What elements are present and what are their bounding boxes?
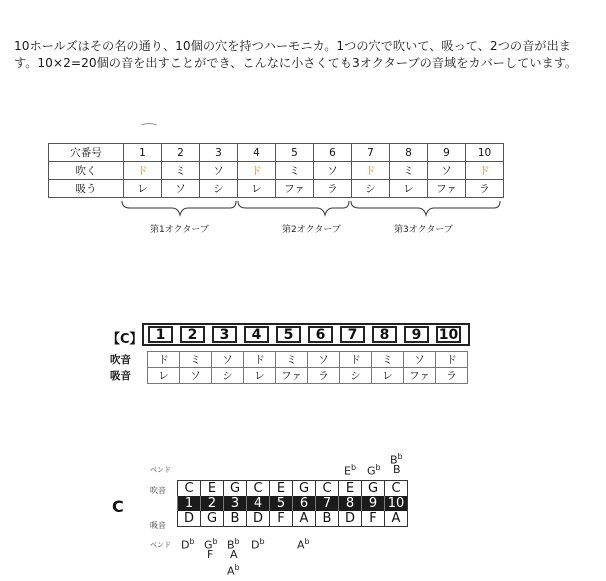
draw-cell: シ [212,368,244,384]
blow-cell: C [316,481,339,497]
blow-cell: ド [436,352,468,368]
draw-cell: ラ [314,180,352,198]
intro-paragraph: 10ホールズはその名の通り、10個の穴を持つハーモニカ。1つの穴で吹いて、吸って、2つの音が出ます。10×2=20個の音を出すことができ、こんなに小さくても3オクターブの音域をカバーしています。 [14,39,578,70]
blow-cell: E [201,481,224,497]
draw-cell: B [224,511,247,527]
hole-box: 4 [244,326,269,343]
bend-note: $D^b$ [251,537,265,552]
draw-cell: D [178,511,201,527]
bend-note: $A^b$ [297,537,310,552]
bend-note: $D^b$ [181,537,195,552]
hole-cell: 7 [352,144,390,162]
hole-cell: 5 [270,496,293,511]
draw-cell: ラ [466,180,504,198]
bend-note: $G^b$ [367,463,381,478]
blow-cell: G [362,481,385,497]
row-header: 吹く [49,162,124,180]
blow-cell: ド [238,162,276,180]
row-header: 吸う [49,180,124,198]
blow-cell: E [270,481,293,497]
hole-cell: 2 [162,144,200,162]
bend-note: A [230,548,238,561]
stray-mark [140,122,158,126]
hole-cell: 2 [201,496,224,511]
hole-number-strip [142,323,470,346]
blow-row [178,481,408,497]
draw-cell: ファ [404,368,436,384]
blow-cell: ソ [428,162,466,180]
draw-row [178,511,408,527]
octave-3-label: 第3オクターブ [394,225,453,235]
blow-cell: ミ [276,352,308,368]
blow-cell: ド [244,352,276,368]
bend-note: $G^b$ [204,537,218,552]
bend-note: $E^b$ [344,463,357,478]
blow-cell: ド [340,352,372,368]
hole-cell: 10 [385,496,408,511]
key-label-c: C [112,497,124,516]
blow-cell: ミ [372,352,404,368]
draw-cell: ラ [436,368,468,384]
hole-cell: 4 [238,144,276,162]
draw-cell: レ [372,368,404,384]
hole-cell: 5 [276,144,314,162]
draw-row [49,180,504,198]
blow-row-label: 吹音 [110,354,131,366]
draw-cell: G [201,511,224,527]
hole-cell: 1 [124,144,162,162]
draw-cell: ファ [276,180,314,198]
bend-note: $B^b$ [390,452,403,467]
blow-cell: ソ [308,352,340,368]
draw-cell: シ [340,368,372,384]
row-header: 穴番号 [49,144,124,162]
draw-cell: ファ [276,368,308,384]
blow-cell: ミ [162,162,200,180]
draw-cell: ソ [162,180,200,198]
hole-cell: 9 [362,496,385,511]
draw-bend-label: ベンド [150,541,171,549]
draw-cell: ファ [428,180,466,198]
bend-note: $B^b$ [227,537,240,552]
octave-3-brace [351,201,500,215]
blow-cell: ソ [212,352,244,368]
hole-box: 7 [340,326,365,343]
hole-box: 5 [276,326,301,343]
bend-note: B [393,463,401,476]
hole-box: 6 [308,326,333,343]
blow-cell: ド [124,162,162,180]
hole-box: 8 [372,326,397,343]
blow-cell: ミ [180,352,212,368]
draw-cell: A [385,511,408,527]
hole-box: 2 [180,326,205,343]
draw-cell: レ [244,368,276,384]
blow-cell: ド [466,162,504,180]
hole-number-row [178,496,408,511]
octave-2-brace [238,201,349,215]
harmonica-note-table [48,143,504,198]
blow-cell: ソ [200,162,238,180]
hole-cell: 1 [178,496,201,511]
octave-braces [48,199,508,221]
blow-cell: C [247,481,270,497]
octave-2-label: 第2オクターブ [282,225,341,235]
draw-label: 吸音 [150,521,166,530]
draw-cell: F [270,511,293,527]
draw-cell: シ [200,180,238,198]
blow-cell: G [293,481,316,497]
blow-cell: ミ [276,162,314,180]
katakana-note-table [147,351,468,384]
octave-1-label: 第1オクターブ [150,225,209,235]
letter-note-table [177,480,408,527]
blow-bend-label: ベンド [150,466,171,474]
draw-row [148,368,468,384]
hole-cell: 3 [224,496,247,511]
draw-cell: B [316,511,339,527]
hole-number-row [49,144,504,162]
hole-cell: 8 [390,144,428,162]
hole-cell: 7 [316,496,339,511]
draw-cell: レ [238,180,276,198]
blow-row [49,162,504,180]
hole-cell: 10 [466,144,504,162]
octave-1-brace [122,201,236,215]
blow-cell: C [178,481,201,497]
hole-cell: 3 [200,144,238,162]
hole-box: 10 [436,326,461,343]
key-label: 【C】 [107,332,143,347]
blow-cell: G [224,481,247,497]
hole-cell: 4 [247,496,270,511]
blow-label: 吹音 [150,486,166,495]
blow-row [148,352,468,368]
draw-cell: D [247,511,270,527]
draw-cell: A [293,511,316,527]
blow-cell: C [385,481,408,497]
hole-cell: 9 [428,144,466,162]
hole-box: 9 [404,326,429,343]
hole-cell: 8 [339,496,362,511]
draw-cell: レ [124,180,162,198]
hole-cell: 6 [293,496,316,511]
draw-cell: レ [148,368,180,384]
bend-note: $A^b$ [227,563,240,578]
draw-cell: F [362,511,385,527]
hole-box: 1 [148,326,173,343]
draw-cell: レ [390,180,428,198]
draw-cell: D [339,511,362,527]
blow-cell: E [339,481,362,497]
blow-cell: ソ [314,162,352,180]
draw-cell: ソ [180,368,212,384]
blow-cell: ミ [390,162,428,180]
hole-box: 3 [212,326,237,343]
hole-cell: 6 [314,144,352,162]
draw-row-label: 吸音 [110,370,131,382]
blow-cell: ソ [404,352,436,368]
bend-note: F [207,548,214,561]
blow-cell: ド [148,352,180,368]
draw-cell: シ [352,180,390,198]
blow-cell: ド [352,162,390,180]
draw-cell: ラ [308,368,340,384]
